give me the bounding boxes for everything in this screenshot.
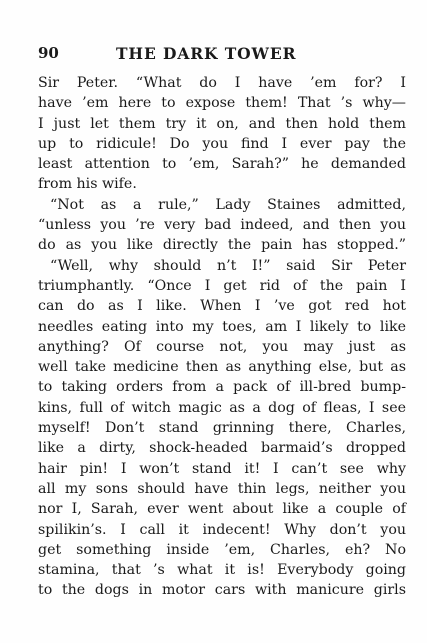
text-line: do as you like directly the pain has stopped.”: [38, 237, 406, 254]
text-line: triumphantly. “Once I get rid of the pain I: [38, 277, 406, 294]
text-line: myself! Don’t stand grinning there, Charles,: [38, 420, 406, 437]
text-line: “Not as a rule,” Lady Staines admitted,: [50, 196, 406, 213]
body-text: [38, 73, 406, 601]
text-line: least attention to ’em, Sarah?” he demanded: [38, 156, 406, 173]
text-line: like a dirty, shock-headed barmaid’s dropped: [38, 440, 406, 457]
text-line: “Well, why should n’t I!” said Sir Peter: [50, 257, 406, 274]
text-line: hair pin! I won’t stand it! I can’t see why: [38, 460, 406, 477]
text-line: all my sons should have thin legs, neither you: [38, 480, 406, 497]
text-line: well take medicine then as anything else, but as: [38, 359, 406, 376]
text-line: up to ridicule! Do you find I ever pay the: [38, 135, 406, 152]
text-line: I just let them try it on, and then hold them: [38, 115, 406, 132]
text-line: Sir Peter. “What do I have ’em for? I: [38, 75, 406, 91]
page-number: 90: [38, 44, 59, 62]
text-line: anything? Of course not, you may just as: [38, 338, 406, 355]
text-line: from his wife.: [38, 176, 137, 193]
running-title: THE DARK TOWER: [116, 44, 297, 63]
text-line: kins, full of witch magic as a dog of fleas, I see: [38, 399, 406, 416]
text-line: to taking orders from a pack of ill-bred bump-: [38, 379, 406, 396]
text-line: stamina, that ’s what it is! Everybody going: [38, 562, 406, 579]
text-line: nor I, Sarah, ever went about like a couple of: [38, 501, 406, 518]
text-line: can do as I like. When I ’ve got red hot: [38, 298, 406, 315]
page-header: [38, 44, 400, 64]
text-line: have ’em here to expose them! That ’s why—: [38, 95, 406, 112]
text-line: needles eating into my toes, am I likely to like: [38, 318, 406, 335]
text-line: spilikin’s. I call it indecent! Why don’t you: [38, 521, 406, 538]
text-line: get something inside ’em, Charles, eh? No: [38, 541, 406, 558]
text-line: “unless you ’re very bad indeed, and then you: [38, 217, 406, 234]
text-line: to the dogs in motor cars with manicure girls: [38, 582, 406, 599]
